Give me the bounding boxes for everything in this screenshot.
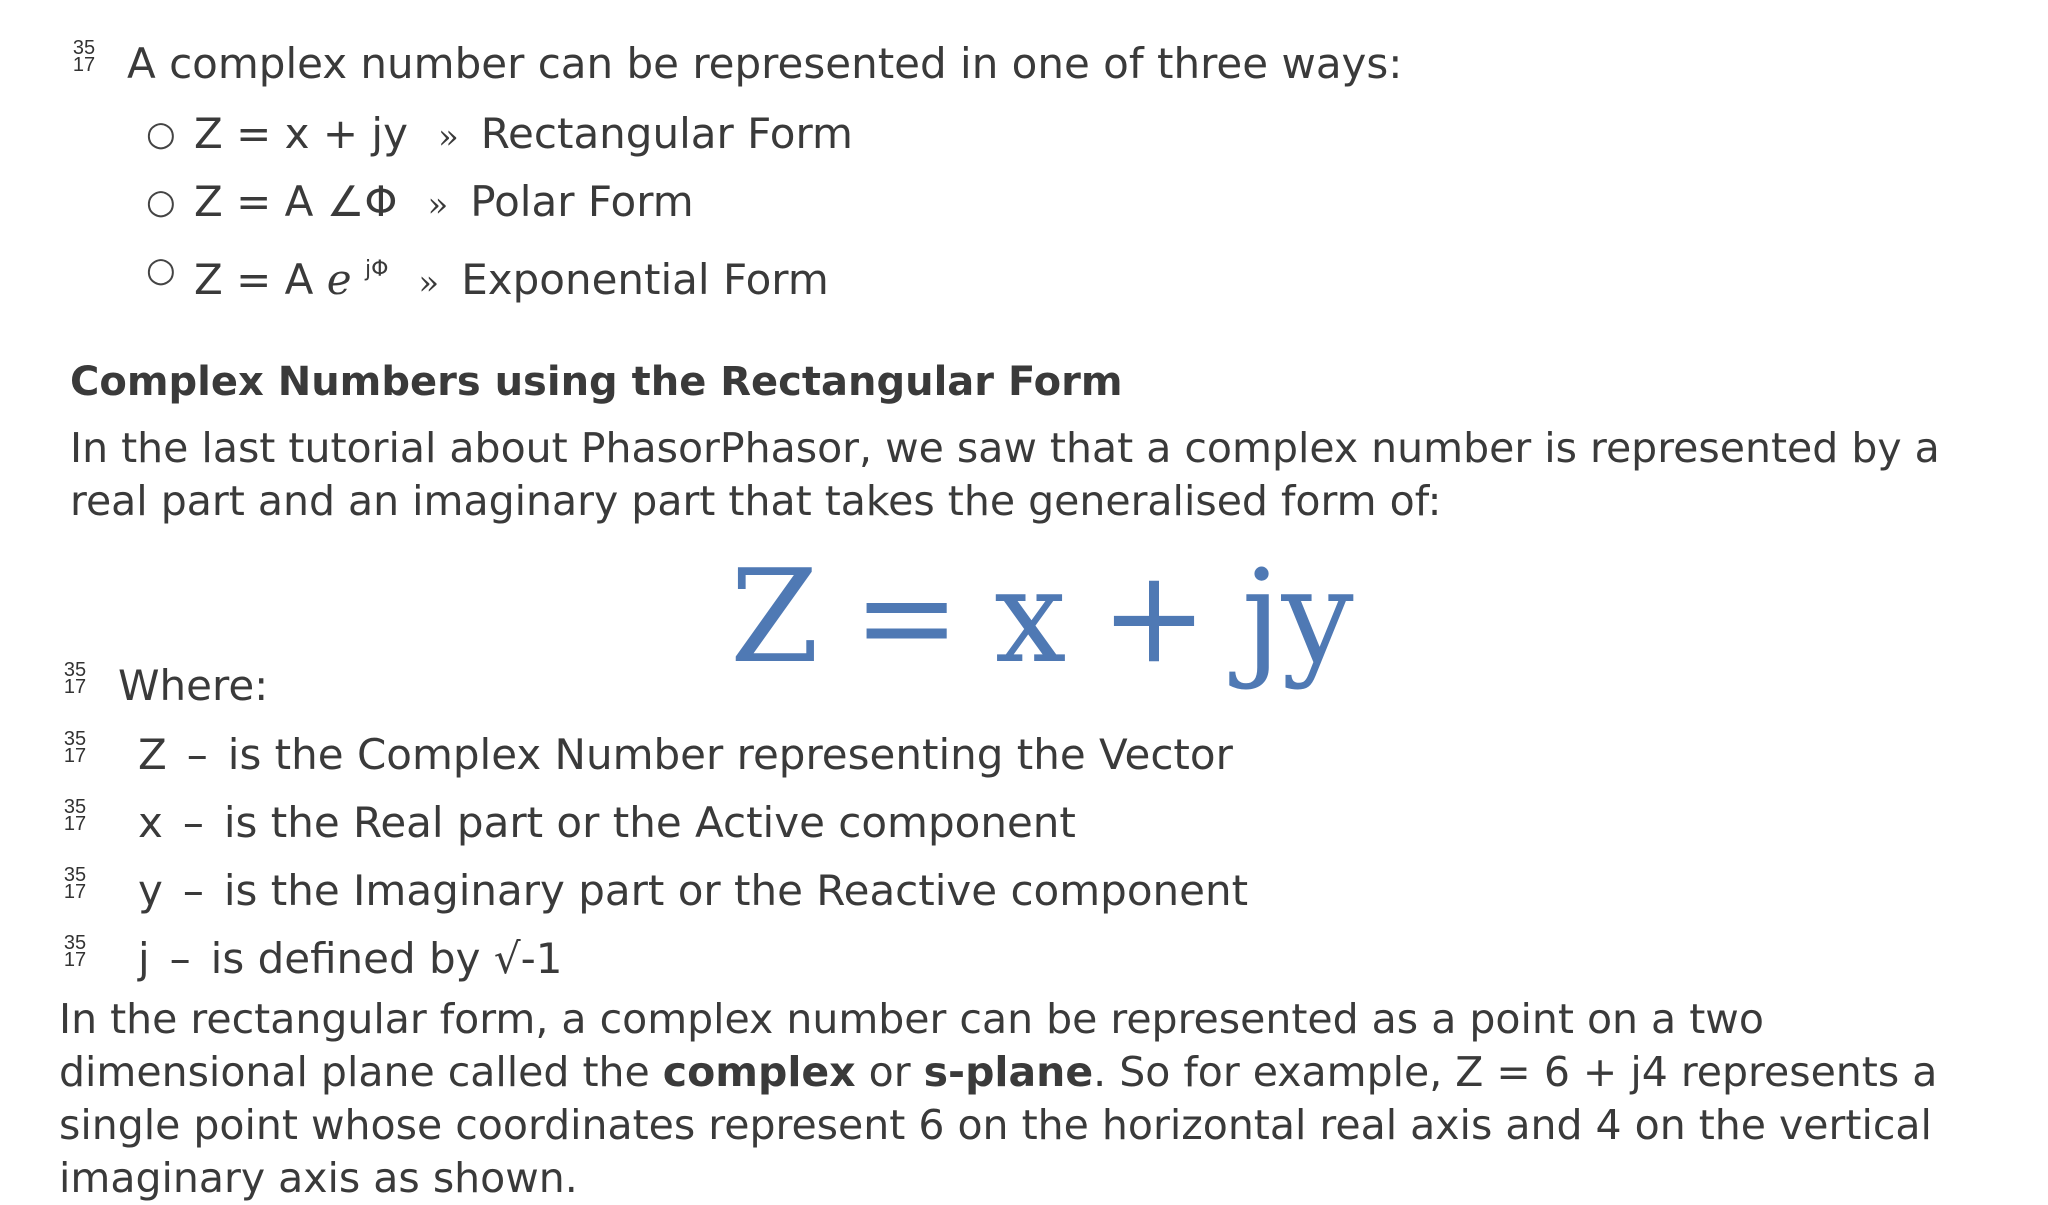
bullet-icon: ○ xyxy=(146,250,176,290)
dash-icon: – xyxy=(182,866,204,915)
form-label: Exponential Form xyxy=(461,255,829,304)
term-complex: complex xyxy=(662,1048,856,1096)
paragraph-rectangular-form: In the rectangular form, a complex number can be represented as a point on a two dimensional plane called the complex or s-plane. So for example, Z = 6 + j4 represents a single point whose coordinates represent 6 on the horizontal real axis and 4 on the vertical imaginary axis as shown. xyxy=(59,995,1938,1202)
footnote-marker: 35 17 xyxy=(63,796,87,835)
paragraph-intro: In the last tutorial about PhasorPhasor, we saw that a complex number is represented by a real part and an imaginary part that takes the generalised form of: xyxy=(70,424,1940,525)
arrow-icon: » xyxy=(418,263,440,303)
dash-icon: – xyxy=(182,798,204,847)
form-expression: Z = A e $^{j\Phi}$ xyxy=(194,255,389,304)
footnote-marker: 35 17 xyxy=(63,864,87,903)
arrow-icon: » xyxy=(427,185,449,225)
section-heading: Complex Numbers using the Rectangular Form xyxy=(70,359,1123,405)
form-expression: Z = x + jy xyxy=(194,109,408,158)
footnote-marker: 35 17 xyxy=(72,37,96,76)
definition-text: is the Complex Number representing the Vector xyxy=(227,730,1233,779)
form-expression: Z = A ∠Φ xyxy=(194,177,398,226)
definition-symbol: j xyxy=(138,934,150,983)
definition-text: is defined by √-1 xyxy=(210,934,563,983)
bullet-icon: ○ xyxy=(146,114,176,154)
footnote-marker: 35 17 xyxy=(63,728,87,767)
form-label: Rectangular Form xyxy=(480,109,853,158)
where-label: Where: xyxy=(118,661,269,710)
term-s-plane: s-plane xyxy=(923,1048,1094,1096)
intro-text: A complex number can be represented in one of three ways: xyxy=(127,39,1403,88)
definition-symbol: x xyxy=(138,798,163,847)
arrow-icon: » xyxy=(437,117,459,157)
definition-symbol: Z xyxy=(138,730,167,779)
definition-symbol: y xyxy=(138,866,163,915)
dash-icon: – xyxy=(186,730,208,779)
footnote-marker: 35 17 xyxy=(63,932,87,971)
bullet-icon: ○ xyxy=(146,182,176,222)
footnote-marker: 35 17 xyxy=(63,659,87,698)
definition-text: is the Real part or the Active component xyxy=(223,798,1076,847)
dash-icon: – xyxy=(169,934,191,983)
definition-text: is the Imaginary part or the Reactive component xyxy=(223,866,1249,915)
form-label: Polar Form xyxy=(470,177,694,226)
formula-image: Z = x + jy xyxy=(730,543,1354,692)
